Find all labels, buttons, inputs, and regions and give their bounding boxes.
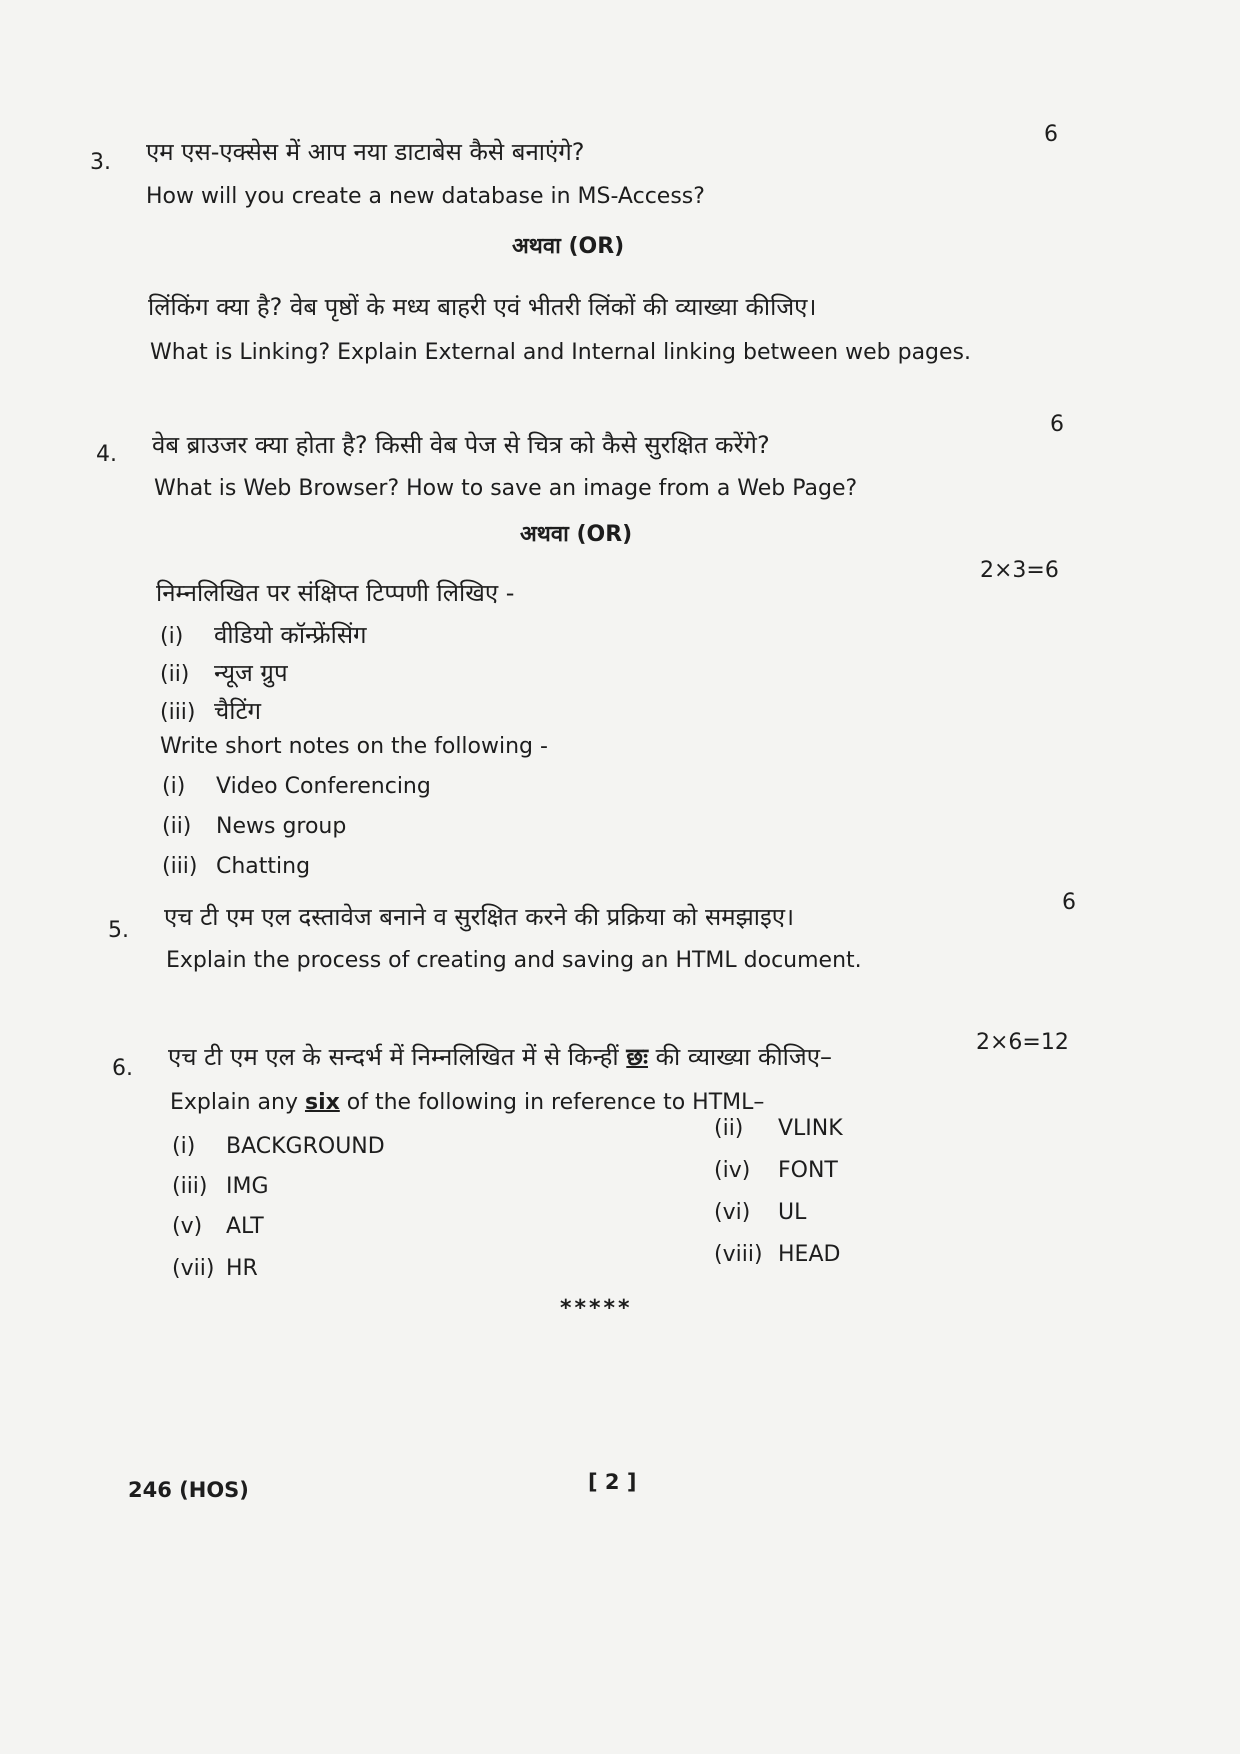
list-item: (i) Video Conferencing: [162, 774, 431, 799]
list-item: (iv) FONT: [714, 1158, 838, 1183]
list-item: (ii) VLINK: [714, 1116, 843, 1141]
alternate-question-hindi: निम्नलिखित पर संक्षिप्त टिप्पणी लिखिए -: [156, 579, 515, 607]
question-number: 3.: [90, 150, 111, 175]
or-label: अथवा (OR): [520, 522, 633, 547]
marks: 6: [1050, 412, 1064, 437]
question-text-hindi: एच टी एम एल दस्तावेज बनाने व सुरक्षित करने की प्रक्रिया को समझाइए।: [164, 903, 795, 931]
alternate-question-hindi: लिंकिंग क्या है? वेब पृष्ठों के मध्य बाहरी एवं भीतरी लिंकों की व्याख्या कीजिए।: [148, 293, 817, 321]
question-text-english: Explain any six of the following in reference to HTML–: [170, 1090, 765, 1115]
list-item: (i) वीडियो कॉन्फ्रेंसिंग: [160, 621, 367, 649]
marks: 6: [1044, 122, 1058, 147]
question-number: 4.: [96, 442, 117, 467]
question-text-english: How will you create a new database in MS-Access?: [146, 184, 705, 209]
list-item: (vii) HR: [172, 1256, 258, 1281]
question-text-english: Explain the process of creating and saving an HTML document.: [166, 948, 862, 973]
question-number: 6.: [112, 1056, 133, 1081]
question-text-hindi: एच टी एम एल के सन्दर्भ में निम्नलिखित में से किन्हीं छः की व्याख्या कीजिए–: [168, 1043, 832, 1071]
question-text-hindi: वेब ब्राउजर क्या होता है? किसी वेब पेज से चित्र को कैसे सुरक्षित करेंगे?: [152, 431, 770, 459]
list-item: (iii) IMG: [172, 1174, 269, 1199]
alternate-marks: 2×3=6: [980, 558, 1059, 583]
question-number: 5.: [108, 918, 129, 943]
list-item: (i) BACKGROUND: [172, 1134, 385, 1159]
or-label: अथवा (OR): [512, 234, 625, 259]
list-item: (v) ALT: [172, 1214, 264, 1239]
alternate-question-english: What is Linking? Explain External and Internal linking between web pages.: [150, 340, 972, 365]
paper-code: 246 (HOS): [128, 1478, 249, 1502]
list-item: (iii) Chatting: [162, 854, 311, 879]
question-text-english: What is Web Browser? How to save an image from a Web Page?: [154, 476, 858, 501]
list-item: (iii) चैटिंग: [160, 697, 262, 725]
question-text-hindi: एम एस-एक्सेस में आप नया डाटाबेस कैसे बनाएंगे?: [146, 138, 585, 166]
list-item: (ii) News group: [162, 814, 347, 839]
end-marker: *****: [560, 1296, 633, 1321]
list-item: (vi) UL: [714, 1200, 807, 1225]
list-item: (ii) न्यूज ग्रुप: [160, 659, 288, 687]
list-item: (viii) HEAD: [714, 1242, 841, 1267]
page-number: [ 2 ]: [588, 1470, 637, 1494]
marks: 2×6=12: [976, 1030, 1069, 1055]
alternate-question-english: Write short notes on the following -: [160, 734, 548, 759]
marks: 6: [1062, 890, 1076, 915]
